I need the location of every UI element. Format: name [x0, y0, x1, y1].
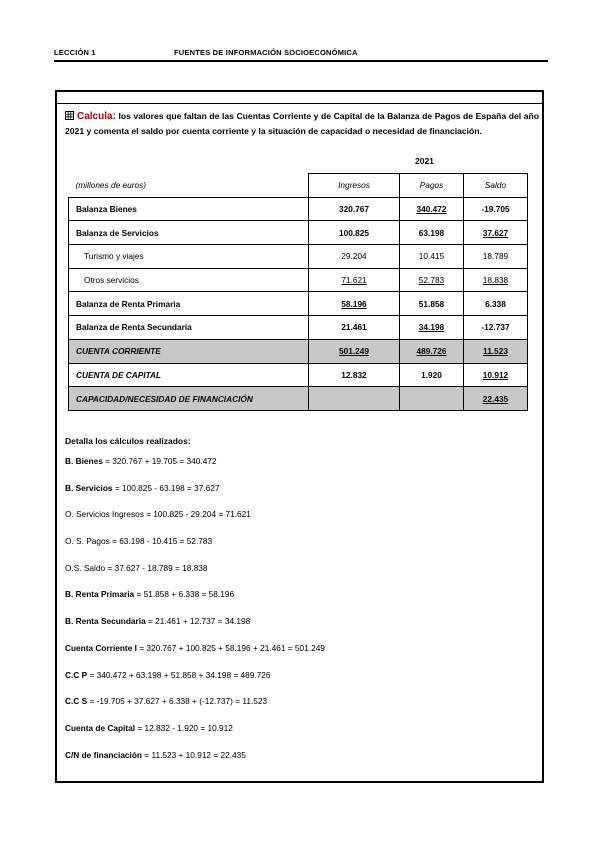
- row-label: Balanza Bienes: [69, 197, 309, 221]
- table-row: [69, 268, 528, 292]
- calc-expression: = 320.767 + 100.825 + 58.196 + 21.461 = 501.249: [136, 642, 325, 653]
- table-header-row: [69, 174, 528, 198]
- calc-label: C/N de financiación: [65, 749, 142, 760]
- calc-line: [65, 589, 325, 616]
- saldo-cell: 18.838: [464, 268, 528, 292]
- header-rule: [54, 60, 548, 62]
- calc-label: B. Renta Primaria: [65, 589, 135, 600]
- calc-expression: = 11.523 + 10.912 = 22.435: [142, 749, 246, 760]
- statement-text: los valores que faltan de las Cuentas Corriente y de Capital de la Balanza de Pagos de España del año 2021 y comenta el saldo por cuenta corriente y la situación de capacidad o necesidad de financiación.: [65, 111, 539, 136]
- ingresos-cell: 501.249: [309, 339, 400, 363]
- calc-line: [65, 670, 325, 697]
- table-grid-icon: [65, 111, 74, 120]
- lesson-label: LECCIÓN 1: [54, 48, 96, 57]
- calc-line: [65, 563, 325, 590]
- ingresos-cell: 58.196: [309, 292, 400, 316]
- saldo-cell: 22.435: [464, 387, 528, 411]
- balance-of-payments-table: [68, 173, 528, 411]
- row-label: Balanza de Renta Primaria: [69, 292, 309, 316]
- pagos-cell: 34.198: [400, 316, 464, 340]
- ingresos-cell: 29.204: [309, 245, 400, 269]
- calc-label: Cuenta Corriente I: [65, 642, 137, 653]
- calc-label: B. Servicios: [65, 482, 113, 493]
- ingresos-cell: 100.825: [309, 221, 400, 245]
- exercise-statement: [65, 109, 539, 139]
- calc-expression: = 21.461 + 12.737 = 34.198: [145, 616, 251, 627]
- ingresos-header: Ingresos: [309, 174, 400, 198]
- table-row: [69, 292, 528, 316]
- row-label: CUENTA CORRIENTE: [69, 339, 309, 363]
- row-label: Otros servicios: [69, 268, 309, 292]
- saldo-cell: -12.737: [464, 316, 528, 340]
- calc-expression: = 51.858 + 6.338 = 58.196: [134, 589, 235, 600]
- calc-line: [65, 750, 325, 777]
- calc-line: [65, 536, 325, 563]
- calc-expression: = 12.832 - 1.920 = 10.912: [135, 722, 233, 733]
- table-row: [69, 197, 528, 221]
- pagos-cell: 340.472: [400, 197, 464, 221]
- calc-label: C.C P: [65, 669, 88, 680]
- calc-label: O. S. Pagos: [65, 536, 110, 547]
- saldo-cell: 37.627: [464, 221, 528, 245]
- table-row-current-account: [69, 339, 528, 363]
- row-label: CUENTA DE CAPITAL: [69, 363, 309, 387]
- row-label: Balanza de Servicios: [69, 221, 309, 245]
- calculation-list: [65, 456, 325, 776]
- row-label: CAPACIDAD/NECESIDAD DE FINANCIACIÓN: [69, 387, 309, 411]
- calc-label: Cuenta de Capital: [65, 722, 136, 733]
- calc-expression: = 37.627 - 18.789 = 18.838: [105, 562, 208, 573]
- pagos-cell: 51.858: [400, 292, 464, 316]
- details-title: Detalla los cálculos realizados:: [65, 436, 191, 446]
- row-label: Balanza de Renta Secundaria: [69, 316, 309, 340]
- calc-line: [65, 616, 325, 643]
- saldo-header: Saldo: [464, 174, 528, 198]
- ingresos-cell: 21.461: [309, 316, 400, 340]
- ingresos-cell: 12.832: [309, 363, 400, 387]
- calcula-label: Calcula:: [77, 111, 116, 122]
- saldo-cell: -19.705: [464, 197, 528, 221]
- ingresos-cell: 71.621: [309, 268, 400, 292]
- table-row: [69, 316, 528, 340]
- calc-expression: = 340.472 + 63.198 + 51.858 + 34.198 = 489.726: [87, 669, 271, 680]
- box-divider: [57, 103, 542, 104]
- exercise-box: [55, 90, 544, 783]
- pagos-cell: 489.726: [400, 339, 464, 363]
- table-row: [69, 221, 528, 245]
- pagos-cell: [400, 387, 464, 411]
- table-row-capital-account: [69, 363, 528, 387]
- calc-line: [65, 723, 325, 750]
- calc-label: O. Servicios Ingresos: [65, 509, 144, 520]
- pagos-cell: 52.783: [400, 268, 464, 292]
- calc-expression: = 320.767 + 19.705 = 340.472: [102, 456, 217, 466]
- calc-line: [65, 696, 325, 723]
- ingresos-cell: [309, 387, 400, 411]
- saldo-cell: 18.789: [464, 245, 528, 269]
- units-header: (millones de euros): [75, 180, 147, 191]
- calc-line: [65, 509, 325, 536]
- lesson-title: FUENTES DE INFORMACIÓN SOCIOECONÓMICA: [174, 48, 358, 57]
- saldo-cell: 11.523: [464, 339, 528, 363]
- calc-label: O.S. Saldo: [65, 562, 106, 573]
- calc-expression: = -19.705 + 37.627 + 6.338 + (-12.737) = 11.523: [87, 696, 268, 707]
- table-row: [69, 245, 528, 269]
- pagos-header: Pagos: [400, 174, 464, 198]
- table-row-financing-capacity: [69, 387, 528, 411]
- pagos-cell: 10.415: [400, 245, 464, 269]
- calc-line: [65, 483, 325, 510]
- calc-line: [65, 643, 325, 670]
- calc-label: B. Renta Secundaria: [65, 616, 146, 627]
- calc-label: C.C S: [65, 696, 88, 707]
- ingresos-cell: 320.767: [309, 197, 400, 221]
- calc-line: [65, 456, 325, 483]
- pagos-cell: 63.198: [400, 221, 464, 245]
- year-label: 2021: [415, 156, 434, 166]
- saldo-cell: 6.338: [464, 292, 528, 316]
- calc-expression: = 100.825 - 29.204 = 71.621: [143, 509, 251, 520]
- calc-expression: = 63.198 - 10.415 = 52.783: [109, 536, 213, 547]
- pagos-cell: 1.920: [400, 363, 464, 387]
- saldo-cell: 10.912: [464, 363, 528, 387]
- calc-expression: = 100.825 - 63.198 = 37.627: [112, 482, 220, 493]
- row-label: Turismo y viajes: [69, 245, 309, 269]
- calc-label: B. Bienes: [65, 456, 103, 466]
